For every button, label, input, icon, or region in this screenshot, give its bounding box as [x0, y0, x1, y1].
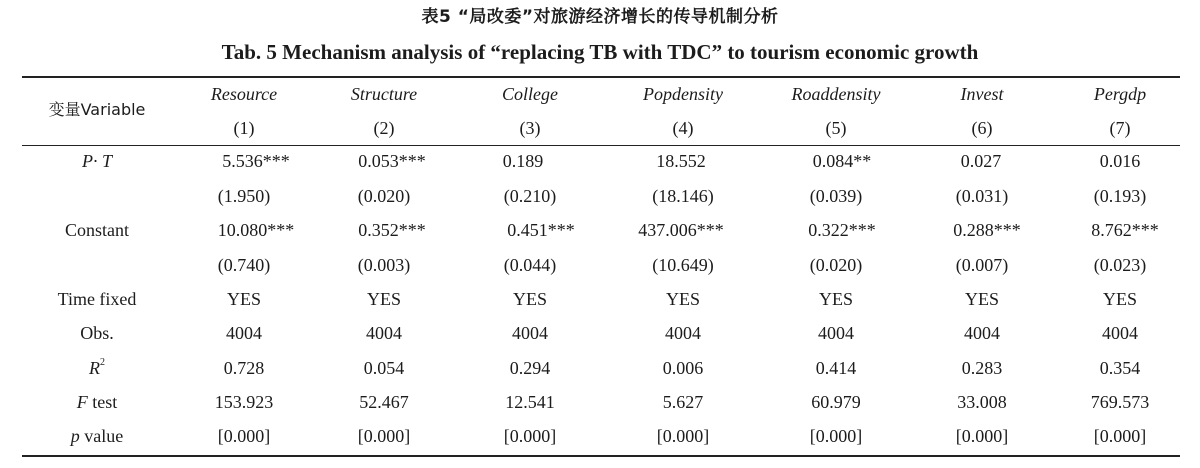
- table-cell: 18.552: [656, 151, 706, 171]
- table-cell: (0.020): [357, 186, 411, 206]
- row-label-suffix: value: [79, 426, 124, 446]
- column-header-pergdp: Pergdp: [1093, 84, 1147, 104]
- table-cell: (0.193): [1093, 186, 1147, 206]
- row-label: [89, 357, 105, 379]
- table-cell: [0.000]: [809, 426, 863, 446]
- table-cell: 10.080***: [217, 220, 295, 240]
- table-cell: 8.762***: [1091, 220, 1159, 240]
- table-cell: [0.000]: [357, 426, 411, 446]
- table-cell: YES: [366, 289, 402, 309]
- row-label: [82, 150, 112, 172]
- table-title-chinese: 表5 “局改委”对旅游经济增长的传导机制分析: [421, 7, 779, 27]
- table-cell: (0.039): [809, 186, 863, 206]
- bottom-rule: [22, 455, 1180, 457]
- table-cell: (0.740): [217, 255, 271, 275]
- table-cell: (0.007): [955, 255, 1009, 275]
- table-cell: [0.000]: [656, 426, 710, 446]
- table-cell: 153.923: [214, 392, 274, 412]
- table-cell: 0.451***: [507, 220, 575, 240]
- header-rule: [22, 145, 1180, 146]
- row-label: Obs.: [80, 323, 114, 343]
- table-cell: 4004: [1102, 323, 1138, 343]
- row-label: [71, 425, 123, 447]
- row-label: Constant: [64, 220, 130, 240]
- table-cell: (18.146): [652, 186, 714, 206]
- row-label-suffix: test: [87, 392, 118, 412]
- table-cell: 0.322***: [808, 220, 876, 240]
- row-label-text: p: [70, 426, 80, 446]
- table-cell: [0.000]: [503, 426, 557, 446]
- table-cell: 769.573: [1090, 392, 1150, 412]
- table-cell: 5.536***: [222, 151, 290, 171]
- table-cell: (10.649): [652, 255, 714, 275]
- row-label-superscript: 2: [100, 357, 105, 368]
- column-number-5: (5): [825, 118, 847, 138]
- column-header-resource: Resource: [210, 84, 278, 104]
- column-number-1: (1): [233, 118, 255, 138]
- column-number-7: (7): [1109, 118, 1131, 138]
- table-cell: 0.283: [961, 358, 1003, 378]
- table-cell: 4004: [818, 323, 854, 343]
- variable-header: 变量Variable: [48, 100, 146, 119]
- table-cell: 0.352***: [358, 220, 426, 240]
- top-rule: [22, 76, 1180, 78]
- row-label-text: P· T: [81, 151, 113, 171]
- table-cell: 0.728: [223, 358, 265, 378]
- table-cell: 5.627: [662, 392, 704, 412]
- table-cell: 0.006: [662, 358, 704, 378]
- column-number-4: (4): [672, 118, 694, 138]
- table-cell: 4004: [665, 323, 701, 343]
- table-cell: (0.023): [1093, 255, 1147, 275]
- table-cell: 4004: [964, 323, 1000, 343]
- table-cell: 0.054: [363, 358, 405, 378]
- column-number-6: (6): [971, 118, 993, 138]
- table-cell: 4004: [226, 323, 262, 343]
- table-cell: 0.189: [502, 151, 544, 171]
- table-cell: 0.354: [1099, 358, 1141, 378]
- table-cell: YES: [964, 289, 1000, 309]
- column-header-roaddensity: Roaddensity: [791, 84, 881, 104]
- table-cell: YES: [226, 289, 262, 309]
- table-cell: 0.084**: [812, 151, 872, 171]
- table-cell: 4004: [512, 323, 548, 343]
- table-cell: 4004: [366, 323, 402, 343]
- table-cell: 33.008: [957, 392, 1007, 412]
- table-cell: 60.979: [811, 392, 861, 412]
- table-cell: (0.031): [955, 186, 1009, 206]
- table-cell: 52.467: [359, 392, 409, 412]
- table-cell: 0.053***: [358, 151, 426, 171]
- table-cell: YES: [1102, 289, 1138, 309]
- table-cell: [0.000]: [955, 426, 1009, 446]
- row-label-text: R: [89, 358, 100, 378]
- column-header-popdensity: Popdensity: [643, 84, 723, 104]
- table-cell: 437.006***: [638, 220, 724, 240]
- table-cell: YES: [818, 289, 854, 309]
- column-header-invest: Invest: [960, 84, 1004, 104]
- column-number-3: (3): [519, 118, 541, 138]
- table-cell: [0.000]: [1093, 426, 1147, 446]
- row-label-text: F: [76, 392, 88, 412]
- table-cell: 0.027: [960, 151, 1002, 171]
- table-cell: YES: [512, 289, 548, 309]
- table-cell: (0.020): [809, 255, 863, 275]
- table-cell: YES: [665, 289, 701, 309]
- table-cell: (0.003): [357, 255, 411, 275]
- table-cell: [0.000]: [217, 426, 271, 446]
- column-header-college: College: [502, 84, 558, 104]
- table-cell: 0.016: [1099, 151, 1141, 171]
- table-cell: (0.044): [503, 255, 557, 275]
- table-cell: (0.210): [503, 186, 557, 206]
- table-cell: 0.294: [509, 358, 551, 378]
- row-label: Time fixed: [57, 289, 137, 309]
- column-number-2: (2): [373, 118, 395, 138]
- column-header-structure: Structure: [350, 84, 418, 104]
- row-label: [77, 391, 118, 413]
- table-cell: (1.950): [217, 186, 271, 206]
- table-cell: 0.288***: [953, 220, 1021, 240]
- table-cell: 12.541: [505, 392, 555, 412]
- table-cell: 0.414: [815, 358, 857, 378]
- table-title-english: Tab. 5 Mechanism analysis of “replacing TB with TDC” to tourism economic growth: [221, 40, 979, 64]
